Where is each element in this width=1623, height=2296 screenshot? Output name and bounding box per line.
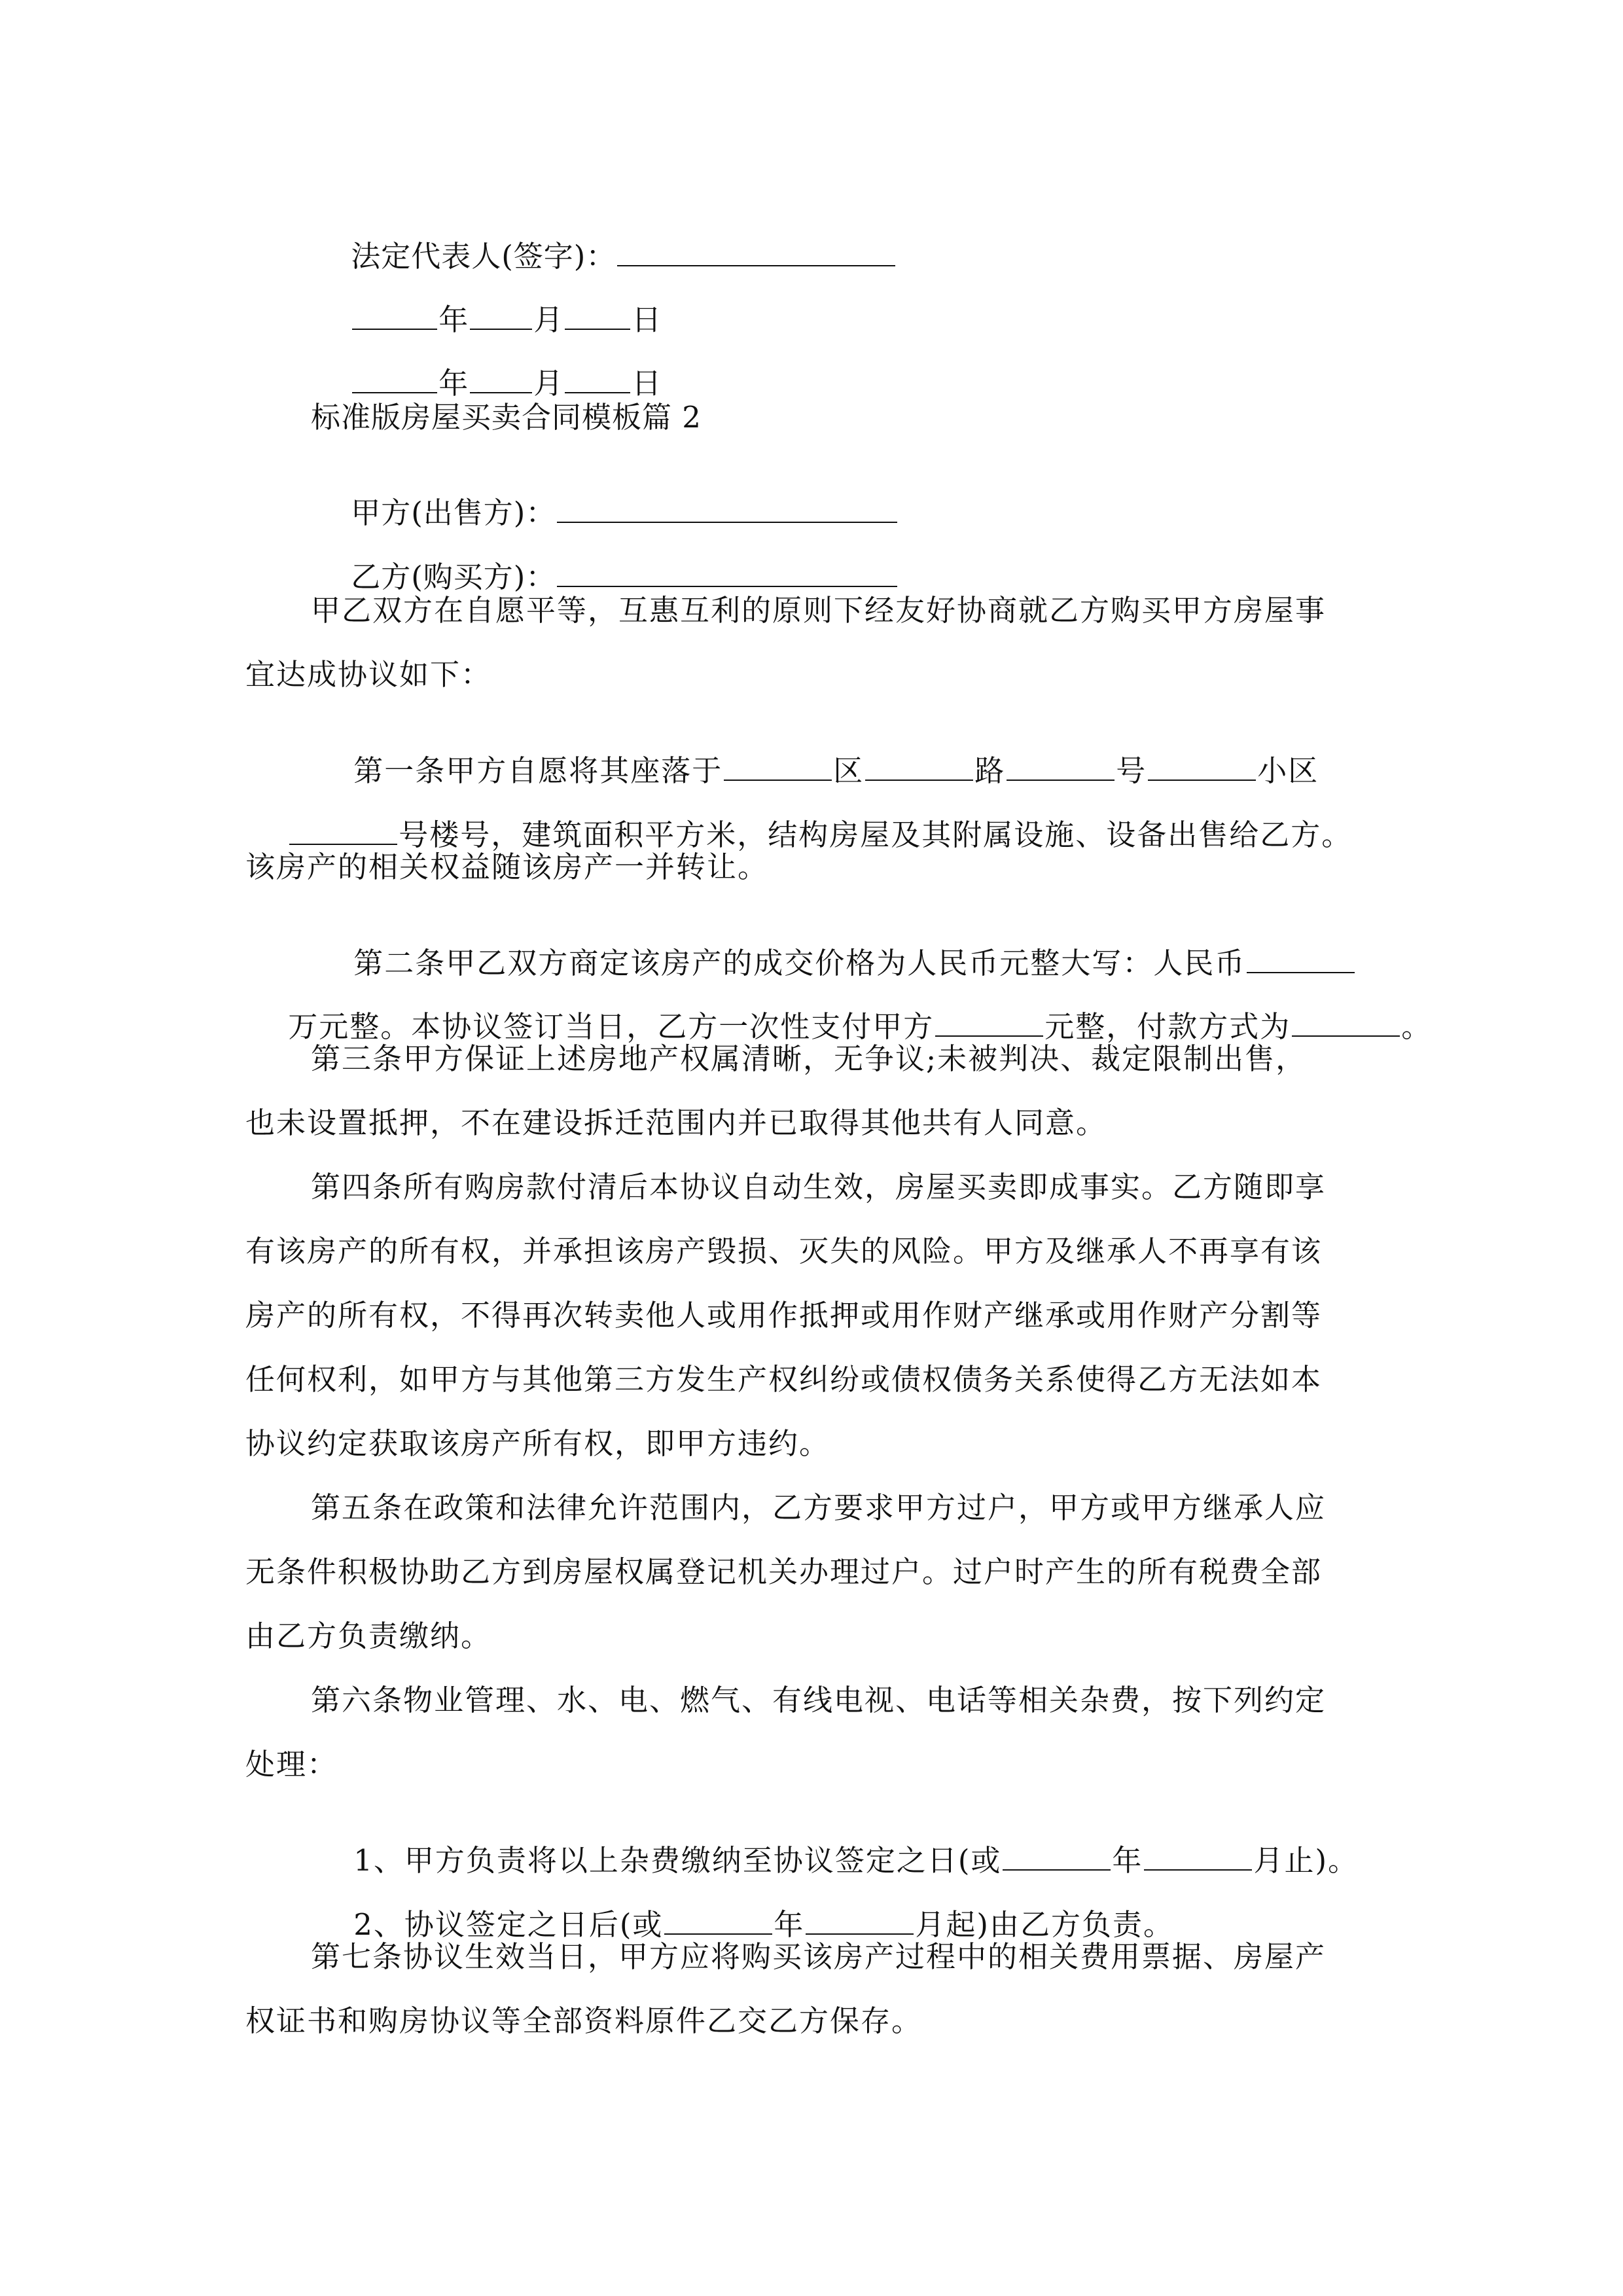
district-label: 区	[833, 753, 865, 788]
payment-amount-blank	[935, 1009, 1043, 1037]
article3-line: 也未设置抵押，不在建设拆迁范围内并已取得其他共有人同意。	[245, 1105, 1107, 1140]
community-blank	[1148, 753, 1256, 781]
article4-line: 第四条所有购房款付清后本协议自动生效，房屋买卖即成事实。乙方随即享	[311, 1170, 1327, 1204]
article7-line: 权证书和购房协议等全部资料原件乙交乙方保存。	[245, 2003, 923, 2038]
month-blank	[470, 302, 532, 330]
article1-text: 号楼号，建筑面积平方米，结构房屋及其附属设施、设备出售给乙方。	[399, 817, 1353, 852]
month-blank	[470, 366, 532, 393]
article6-text: 1、甲方负责将以上杂费缴纳至协议签定之日(或	[353, 1843, 1002, 1878]
article5-line: 无条件积极协助乙方到房屋权属登记机关办理过户。过户时产生的所有税费全部	[245, 1554, 1323, 1589]
year-blank	[1003, 1843, 1111, 1871]
party-b-blank	[557, 560, 897, 587]
article1-line: 该房产的相关权益随该房产一并转让。	[245, 850, 769, 884]
article1-text: 第一条甲方自愿将其座落于	[353, 753, 723, 788]
community-label: 小区	[1257, 753, 1319, 788]
month-label: 月	[533, 302, 564, 337]
article4-line: 任何权利，如甲方与其他第三方发生产权纠纷或债权债务关系使得乙方无法如本	[245, 1362, 1323, 1397]
month-blank	[806, 1907, 914, 1935]
road-label: 路	[974, 753, 1006, 788]
month-blank	[1144, 1843, 1252, 1871]
article4-line: 有该房产的所有权，并承担该房产毁损、灭失的风险。甲方及继承人不再享有该	[245, 1234, 1323, 1268]
legal-rep-label: 法定代表人(签字)：	[351, 239, 616, 274]
year-label: 年	[438, 366, 469, 401]
intro-line: 宜达成协议如下：	[245, 657, 492, 692]
payment-method-blank	[1292, 1009, 1400, 1037]
year-label: 年	[1112, 1843, 1143, 1878]
article2-text: 第二条甲乙双方商定该房产的成交价格为人民币元整大写：人民币	[353, 946, 1246, 980]
day-label: 日	[632, 302, 662, 337]
article5-line: 由乙方负责缴纳。	[245, 1619, 492, 1653]
year-label: 年	[774, 1907, 805, 1942]
number-label: 号	[1116, 753, 1147, 788]
price-words-blank	[1247, 946, 1355, 973]
year-blank	[664, 1907, 772, 1935]
day-blank	[565, 366, 630, 393]
article4-line: 房产的所有权，不得再次转卖他人或用作抵押或用作财产继承或用作财产分割等	[245, 1298, 1323, 1333]
year-label: 年	[438, 302, 469, 337]
article6-line: 第六条物业管理、水、电、燃气、有线电视、电话等相关杂费，按下列约定	[311, 1683, 1327, 1717]
party-b-label: 乙方(购买方)：	[351, 560, 556, 594]
article6-line: 处理：	[245, 1747, 338, 1782]
year-blank	[352, 366, 437, 393]
year-blank	[352, 302, 437, 330]
article7-line: 第七条协议生效当日，甲方应将购买该房产过程中的相关费用票据、房屋产	[311, 1939, 1327, 1974]
day-blank	[565, 302, 630, 330]
section-title: 标准版房屋买卖合同模板篇 2	[311, 400, 702, 435]
month-label: 月	[533, 366, 564, 401]
day-label: 日	[632, 366, 662, 401]
article2-text: 万元整。本协议签订当日，乙方一次性支付甲方	[288, 1009, 935, 1044]
road-blank	[865, 753, 973, 781]
article3-line: 第三条甲方保证上述房地产权属清晰，无争议;未被判决、裁定限制出售，	[311, 1041, 1307, 1076]
article2-text: 元整，付款方式为	[1044, 1009, 1291, 1044]
article6-text: 月止)。	[1253, 1843, 1359, 1878]
legal-rep-signature-blank	[617, 239, 895, 266]
article6-text: 月起)由乙方负责。	[915, 1907, 1174, 1942]
party-a-blank	[557, 495, 897, 523]
intro-line: 甲乙双方在自愿平等，互惠互利的原则下经友好协商就乙方购买甲方房屋事	[311, 593, 1327, 628]
number-blank	[1007, 753, 1115, 781]
article5-line: 第五条在政策和法律允许范围内，乙方要求甲方过户，甲方或甲方继承人应	[311, 1490, 1327, 1525]
party-a-label: 甲方(出售方)：	[351, 495, 556, 530]
article4-line: 协议约定获取该房产所有权，即甲方违约。	[245, 1426, 830, 1461]
building-blank	[289, 817, 397, 845]
article6-text: 2、协议签定之日后(或	[353, 1907, 664, 1942]
district-blank	[724, 753, 832, 781]
article2-text: 。	[1401, 1009, 1433, 1044]
